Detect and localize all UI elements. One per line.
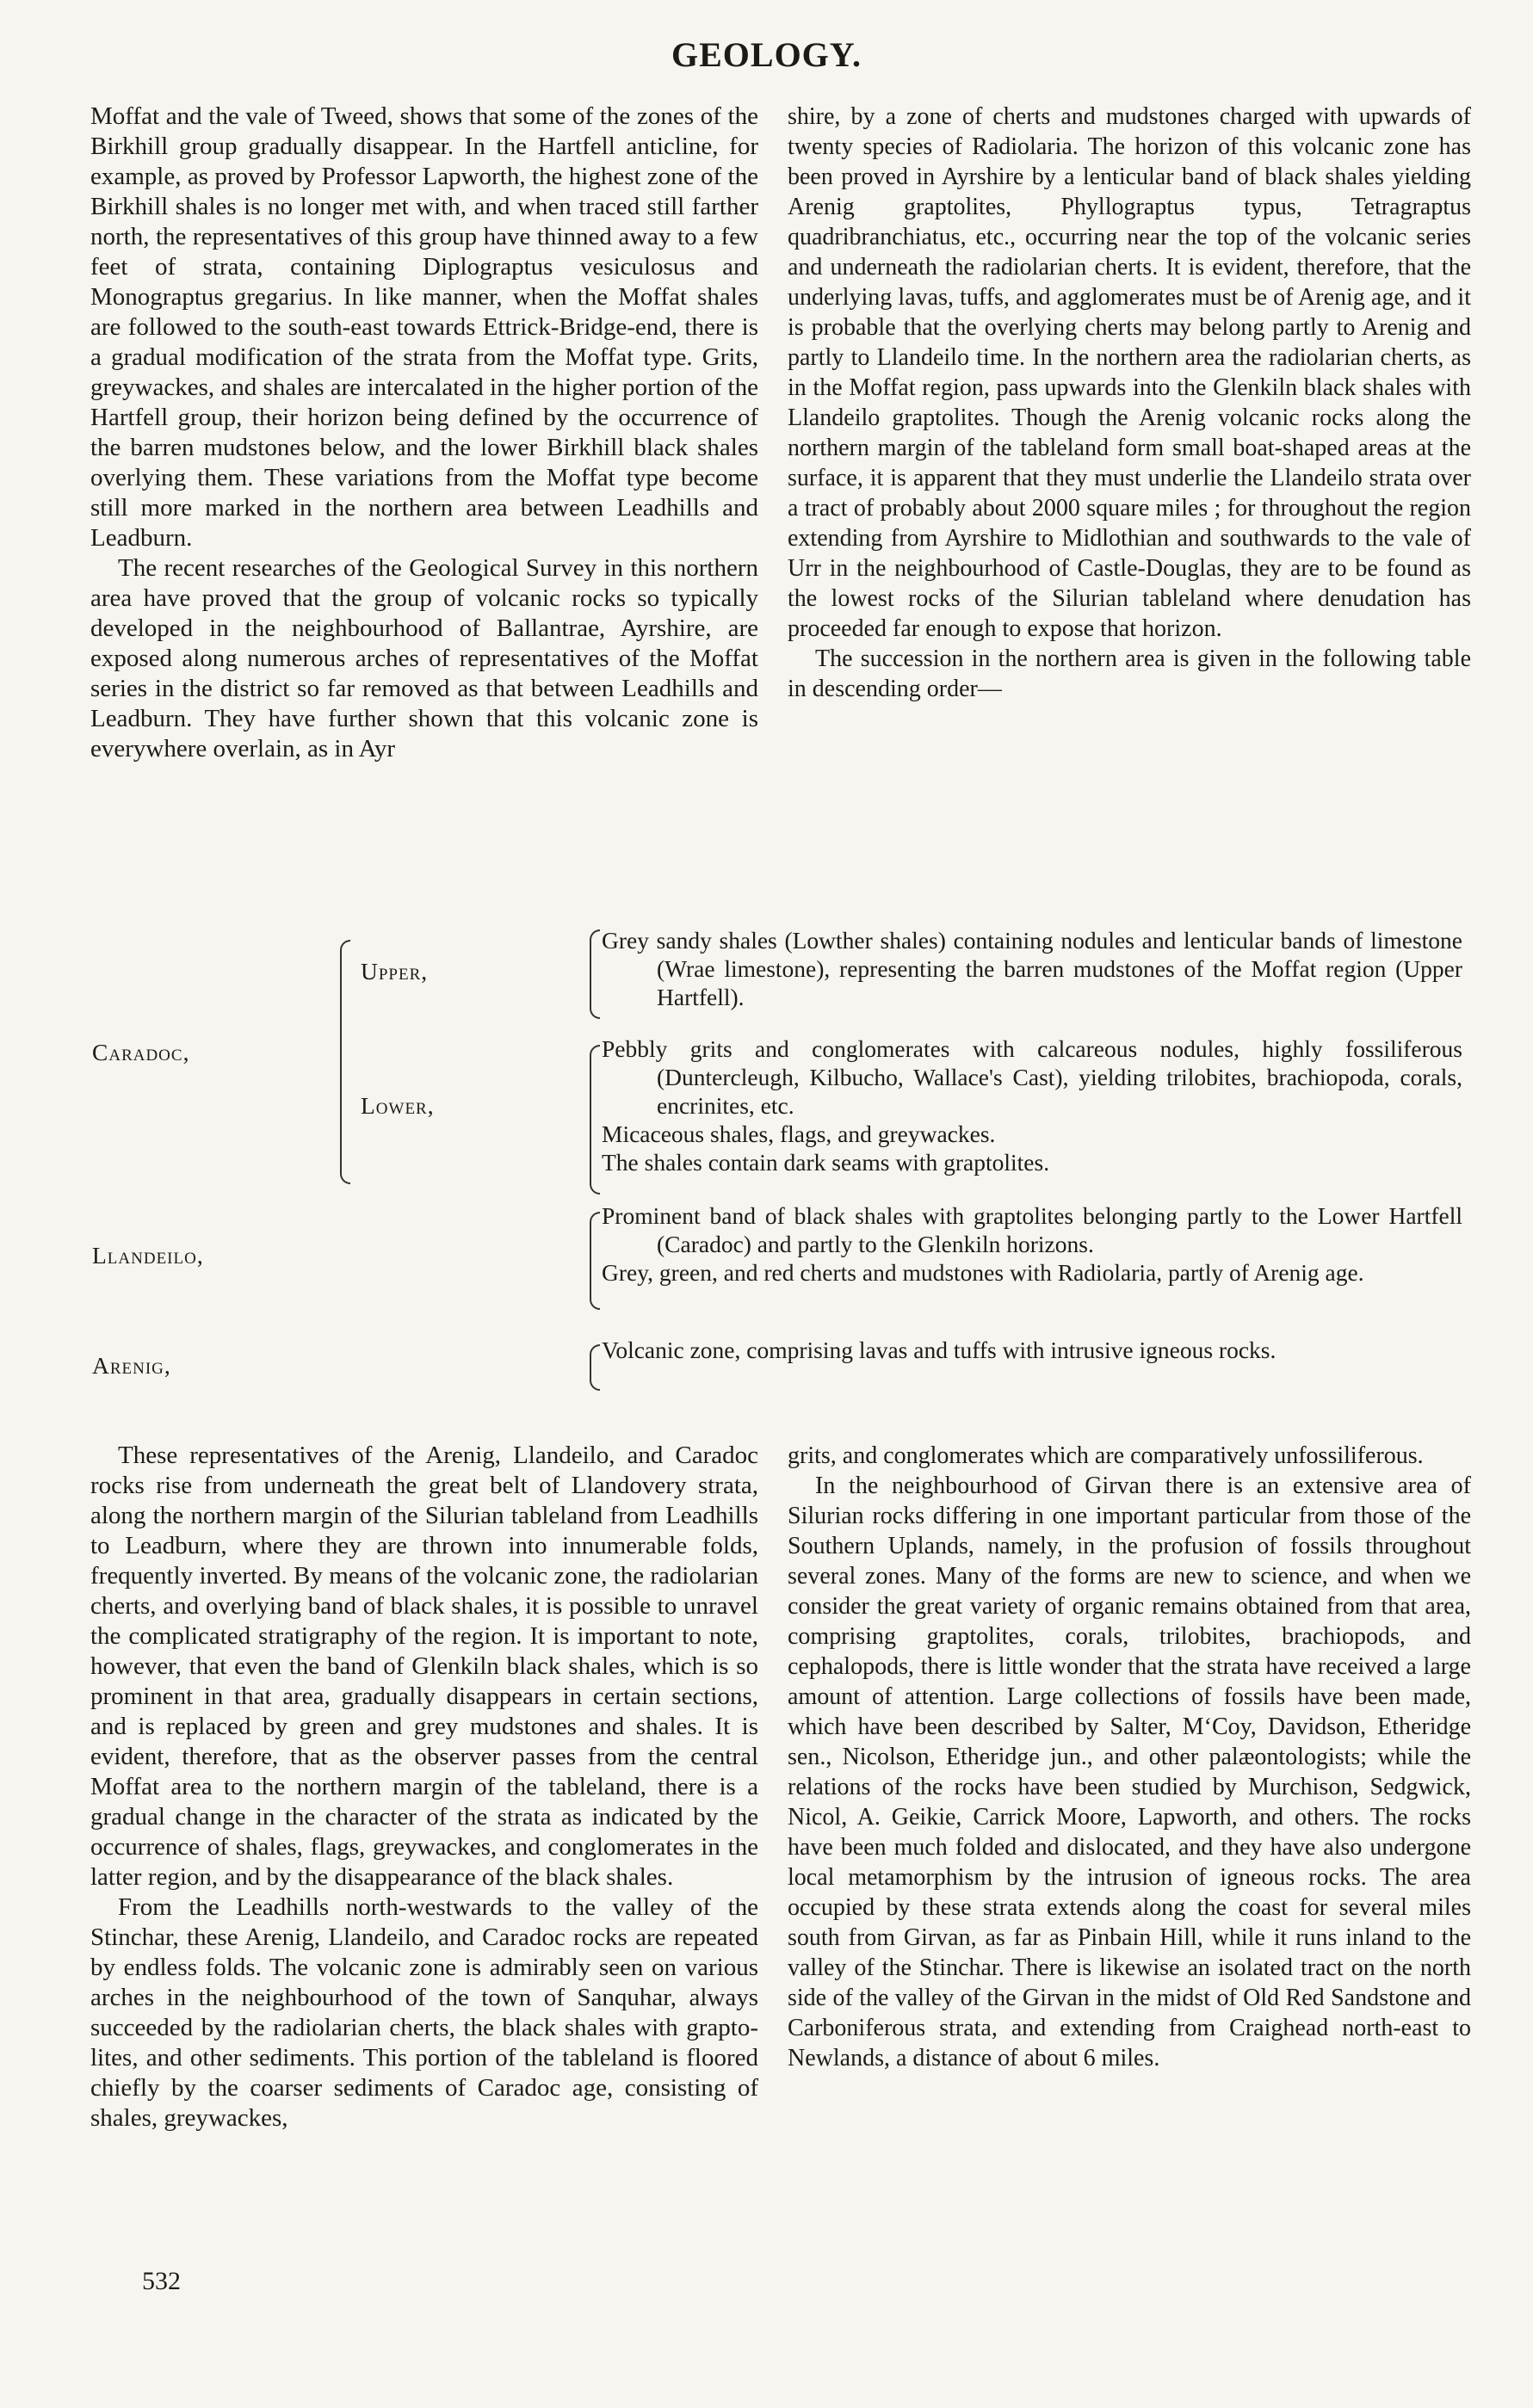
label-upper: Upper,: [361, 958, 429, 985]
paragraph: Moffat and the vale of Tweed, shows that some of the zones of the Birkhill group gradually disappear. In the Hartfell anticline, for example, as proved by Professor Lapworth, the highest zone of the Birkhill shales is no longer met with, and when traced still farther north, the representatives of this group have thinned away to a few feet of strata, containing Diplograptus vesiculosus and Monograptus gregarius. In like manner, when the Moffat shales are followed to the south-east towards Ettrick-Bridge-end, there is a gradual modification of the strata from the Moffat type. Grits, greywackes, and shales are intercalated in the higher portion of the Hartfell group, their horizon being defined by the occurrence of the barren mudstones below, and the lower Birkhill black shales overlying them. These variations from the Moffat type become still more marked in the northern area between Leadhills and Leadburn.: [90, 102, 758, 552]
paragraph: From the Leadhills north-westwards to the valley of the Stinchar, these Arenig, Llandeilo, and Caradoc rocks are repeated by endless folds. The volcanic zone is admirably seen on various arches in the neighbourhood of the town of Sanquhar, always succeeded by the radiolarian cherts, the black shales with graptolites, and other sediments. This portion of the tableland is floored chiefly by the coarser sediments of Caradoc age, consisting of shales, greywackes,: [90, 1893, 758, 2132]
paragraph: These representatives of the Arenig, Llandeilo, and Caradoc rocks rise from underneath the great belt of Llandovery strata, along the northern margin of the Silurian tableland from Leadhills to Leadburn, where they are thrown into innumerable folds, frequently inverted. By means of the volcanic zone, the radiolarian cherts, and overlying band of black shales, it is possible to unravel the complicated stratigraphy of the region. It is important to note, however, that even the band of Glenkiln black shales, which is so prominent in that area, gradually disappears in certain sections, and is replaced by green and grey mudstones and shales. It is evident, therefore, that as the observer passes from the central Moffat area to the northern margin of the tableland, there is a gradual change in the character of the strata as indicated by the occurrence of shales, flags, greywackes, and conglomerates in the latter region, and by the disappearance of the black shales.: [90, 1442, 758, 1891]
page-number: 532: [142, 2267, 181, 2295]
brace-llandeilo: [590, 1212, 600, 1310]
label-lower: Lower,: [361, 1092, 435, 1119]
brace-caradoc: [340, 940, 350, 1184]
arenig-text: Volcanic zone, comprising lavas and tuffs with intrusive igneous rocks.: [602, 1337, 1276, 1363]
column-top-right: [788, 102, 1471, 704]
label-llandeilo: Llandeilo,: [92, 1242, 204, 1269]
column-bottom-right: [788, 1441, 1471, 2073]
column-bottom-left: [90, 1441, 758, 2133]
paragraph: The succession in the northern area is given in the following table in descending order—: [788, 645, 1471, 702]
label-caradoc: Caradoc,: [92, 1039, 190, 1065]
caradoc-upper-text: Grey sandy shales (Lowther shales) containing nodules and lenticular bands of limestone (Wrae limestone), representing the barren mudstones of the Moffat region (Upper Hartfell).: [602, 927, 1462, 1010]
paragraph: The recent researches of the Geological Survey in this northern area have proved that the group of volcanic rocks so typically developed in the neighbourhood of Ballantrae, Ayrshire, are exposed along numerous arches of representatives of the Moffat series in the district so far removed as that between Leadhills and Leadburn. They have further shown that this volcanic zone is everywhere overlain, as in Ayr: [90, 554, 758, 763]
brace-arenig: [590, 1344, 600, 1391]
page-title: GEOLOGY.: [671, 35, 862, 74]
paragraph: In the neighbourhood of Girvan there is an extensive area of Silurian rocks differing in one important particular from those of the Southern Uplands, namely, in the profusion of fossils throughout several zones. Many of the forms are new to science, and when we consider the great variety of organic remains obtained from that area, comprising graptolites, corals, trilobites, brachiopods, and cephalopods, there is little wonder that the strata have received a large amount of attention. Large collections of fossils have been made, which have been described by Salter, M‘Coy, Davidson, Etheridge sen., Nicolson, Etheridge jun., and other palæontologists; while the relations of the rocks have been studied by Murchison, Sedgwick, Nicol, A. Geikie, Carrick Moore, Lapworth, and others. The rocks have been much folded and dislocated, and they have also undergone local metamorphism by the intrusion of igneous rocks. The area occupied by these strata extends along the coast for several miles south from Girvan, as far as Pinbain Hill, while it runs inland to the valley of the Stinchar. There is likewise an isolated tract on the north side of the valley of the Girvan in the midst of Old Red Sandstone and Carboniferous strata, and extending from Craighead north-east to Newlands, a distance of about 6 miles.: [788, 1473, 1471, 2071]
brace-upper: [590, 929, 600, 1019]
llandeilo-text: Prominent band of black shales with graptolites belonging partly to the Lower Hartfell (Caradoc) and partly to the Glenkiln horizons. Grey, green, and red cherts and mudstones with Radiolaria, partly of Arenig age.: [602, 1202, 1462, 1286]
brace-lower: [590, 1045, 600, 1195]
caradoc-lower-text: Pebbly grits and conglomerates with calcareous nodules, highly fossiliferous (Duntercleugh, Kilbucho, Wallace's Cast), yielding trilobites, brachiopoda, corals, encrinites, etc. Micaceous shales, flags, and greywackes. The shales contain dark seams with graptolites.: [602, 1035, 1462, 1176]
paragraph: grits, and conglomerates which are comparatively unfossiliferous.: [788, 1442, 1424, 1469]
paragraph: shire, by a zone of cherts and mudstones charged with upwards of twenty species of Radiolaria. The horizon of this volcanic zone has been proved in Ayrshire by a lenticular band of black shales yielding Arenig graptolites, Phyllograptus typus, Tetragraptus quadribranchiatus, etc., occurring near the top of the volcanic series and underneath the radiolarian cherts. It is evident, therefore, that the underlying lavas, tuffs, and agglomerates must be of Arenig age, and it is probable that the overlying cherts may belong partly to Arenig and partly to Llandeilo time. In the northern area the radiolarian cherts, as in the Moffat region, pass upwards into the Glenkiln black shales with Llandeilo graptolites. Though the Arenig volcanic rocks along the northern margin of the tableland form small boat-shaped areas at the surface, it is apparent that they must underlie the Llandeilo strata over a tract of probably about 2000 square miles ; for throughout the region extending from Ayrshire to Midlothian and southwards to the vale of Urr in the neighbourhood of Castle-Douglas, they are to be found as the lowest rocks of the Silurian tableland where denudation has proceeded far enough to expose that horizon.: [788, 103, 1471, 642]
column-top-left: [90, 102, 758, 764]
label-arenig: Arenig,: [92, 1352, 171, 1379]
